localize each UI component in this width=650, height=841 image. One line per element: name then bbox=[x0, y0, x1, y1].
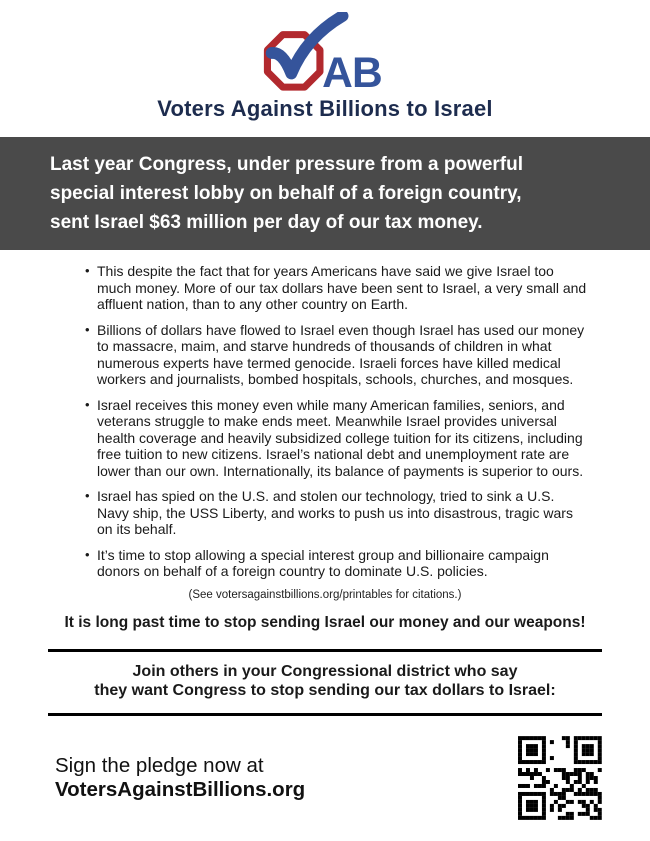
pledge-prefix: Sign the pledge now at bbox=[55, 753, 264, 777]
list-item bbox=[85, 263, 590, 313]
headline-banner bbox=[0, 137, 650, 250]
bullet-icon: • bbox=[85, 546, 90, 562]
join-line: they want Congress to stop sending our tax dollars to Israel: bbox=[94, 681, 556, 699]
banner-line: Last year Congress, under pressure from a powerful bbox=[50, 154, 524, 175]
join-call-to-action bbox=[0, 662, 650, 700]
pledge-text bbox=[55, 754, 518, 802]
pledge-section bbox=[0, 736, 650, 820]
logo bbox=[0, 0, 650, 94]
bullet-text: It’s time to stop allowing a special interest group and billionaire campaign donors on behalf of a foreign country to dominate U.S. policies. bbox=[97, 546, 549, 579]
bullet-text: Billions of dollars have flowed to Israel even though Israel has used our money to massacre, maim, and starve hundreds of thousands of children in what numerous experts have termed genocide. Israeli forces have killed medical workers and journalists, bombed hospitals, schools, churches, and mosques. bbox=[97, 321, 585, 387]
logo-letters: AB bbox=[321, 48, 382, 94]
divider bbox=[48, 713, 602, 716]
qr-code bbox=[518, 736, 602, 820]
page-title: Voters Against Billions to Israel bbox=[157, 96, 493, 121]
bullet-text: Israel receives this money even while many American families, seniors, and veterans struggle to make ends meet. Meanwhile Israel provides universal health coverage and heavily subsidized college tuition for its citizens, including free tuition to new citizens. Israel’s national debt and unemployment rate are lower than our own. Internationally, its balance of payments is superior to ours. bbox=[97, 396, 584, 479]
banner-line: special interest lobby on behalf of a foreign country, bbox=[50, 183, 522, 204]
vab-logo-graphic bbox=[259, 12, 391, 94]
divider bbox=[48, 649, 602, 652]
bullet-icon: • bbox=[85, 396, 90, 412]
list-item bbox=[85, 488, 590, 538]
join-line: Join others in your Congressional district who say bbox=[132, 662, 518, 680]
bullet-icon: • bbox=[85, 321, 90, 337]
bullet-list bbox=[85, 263, 590, 580]
list-item bbox=[85, 322, 590, 388]
citation-note: (See votersagainstbillions.org/printables for citations.) bbox=[188, 588, 462, 601]
bullet-text: This despite the fact that for years Americans have said we give Israel too much money. More of our tax dollars have been sent to Israel, a very small and affluent nation, than to any other country on Earth. bbox=[97, 263, 587, 312]
closing-statement: It is long past time to stop sending Israel our money and our weapons! bbox=[64, 613, 586, 631]
bullet-text: Israel has spied on the U.S. and stolen our technology, tried to sink a U.S. Navy ship, the USS Liberty, and works to push us into disastrous, tragic wars on its behalf. bbox=[97, 488, 573, 537]
pledge-website-link[interactable]: VotersAgainstBillions.org bbox=[55, 777, 306, 801]
banner-line: sent Israel $63 million per day of our tax money. bbox=[50, 212, 483, 233]
bullet-icon: • bbox=[85, 263, 90, 278]
list-item bbox=[85, 397, 590, 480]
bullet-icon: • bbox=[85, 488, 90, 503]
list-item bbox=[85, 547, 590, 580]
